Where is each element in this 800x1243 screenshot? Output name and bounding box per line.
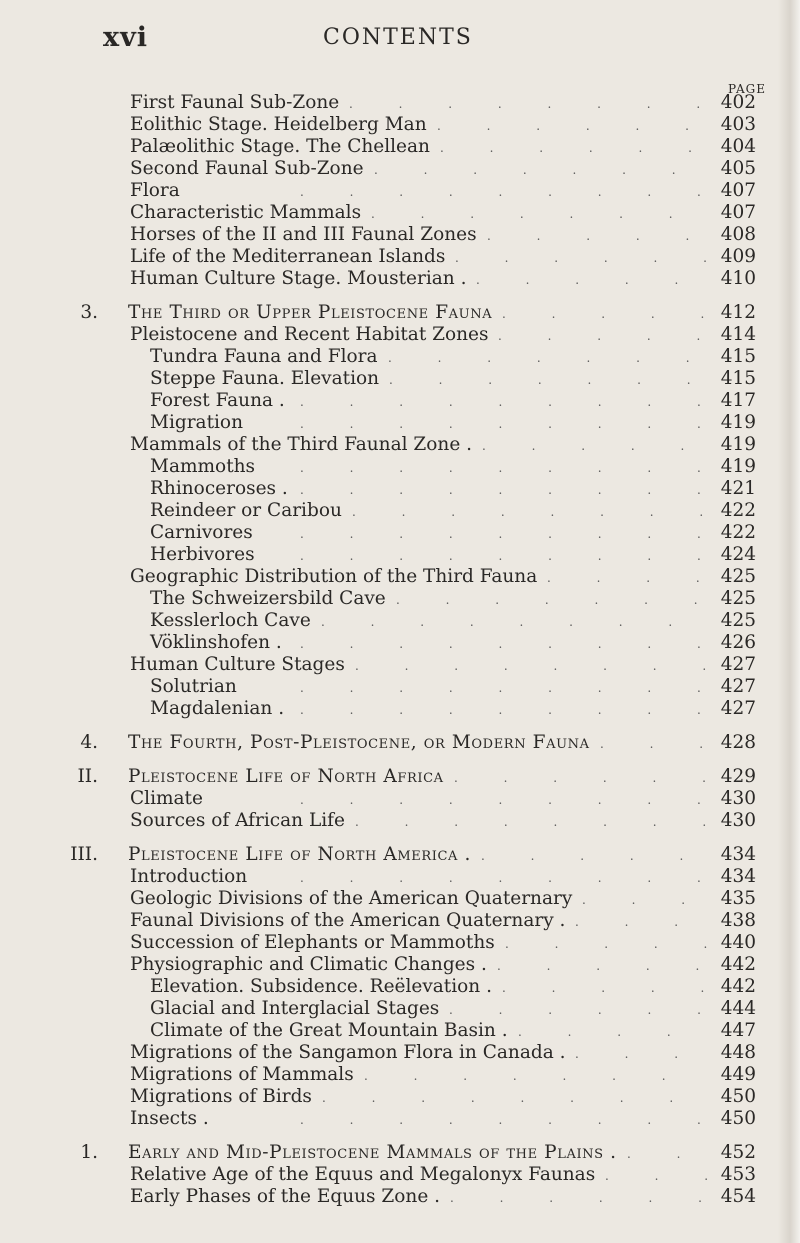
toc-entry-page: 405 [720, 158, 756, 179]
toc-entry [0, 910, 800, 932]
toc-entry-title: Introduction [130, 866, 248, 887]
toc-entry [0, 844, 800, 866]
section-gap [0, 832, 800, 844]
toc-entry-page: 407 [720, 202, 756, 223]
toc-entry-page: 404 [720, 136, 756, 157]
toc-entry-title: Migration [150, 412, 243, 433]
toc-entry-title: Reindeer or Caribou [150, 500, 342, 521]
toc-entry-title: Geologic Divisions of the American Quaternary [130, 888, 573, 909]
toc-entry [0, 732, 800, 754]
toc-entry [0, 180, 800, 202]
dot-leader [396, 588, 710, 611]
toc-entry-title: Early and Mid-Pleistocene Mammals of the Plains . [128, 1142, 617, 1163]
toc-entry [0, 500, 800, 522]
dot-leader [322, 1086, 710, 1109]
toc-entry-page: 417 [720, 390, 756, 411]
dot-leader [300, 676, 710, 699]
dot-leader [627, 1142, 710, 1165]
dot-leader [300, 698, 710, 721]
dot-leader [497, 954, 710, 977]
toc-entry [0, 202, 800, 224]
toc-entry [0, 1064, 800, 1086]
dot-leader [449, 998, 710, 1021]
toc-entry-page: 419 [720, 434, 756, 455]
page-header [0, 18, 800, 58]
page-title: CONTENTS [323, 25, 473, 50]
dot-leader [455, 246, 710, 269]
dot-leader [582, 888, 710, 911]
toc-entry-title: Characteristic Mammals [130, 202, 362, 223]
toc-entry-page: 403 [720, 114, 756, 135]
toc-entry [0, 434, 800, 456]
toc-entry [0, 566, 800, 588]
toc-entry-page: 415 [720, 368, 756, 389]
toc-entry [0, 92, 800, 114]
toc-entry-title: Flora [130, 180, 180, 201]
toc-entry-page: 430 [720, 810, 756, 831]
toc-entry-title: Rhinoceroses . [150, 478, 288, 499]
toc-entry-title: Human Culture Stage. Mousterian . [130, 268, 467, 289]
toc-entry-page: 453 [720, 1164, 756, 1185]
toc-entry [0, 268, 800, 290]
toc-entry-page: 449 [720, 1064, 756, 1085]
section-gap [0, 720, 800, 732]
dot-leader [355, 654, 710, 677]
toc-entry-page: 419 [720, 456, 756, 477]
toc-entry-title: Human Culture Stages [130, 654, 345, 675]
toc-entry-page: 428 [720, 732, 756, 753]
toc-entry-page: 425 [720, 566, 756, 587]
toc-entry-page: 415 [720, 346, 756, 367]
toc-entry [0, 136, 800, 158]
dot-leader [450, 1186, 710, 1209]
toc-entry [0, 954, 800, 976]
toc-entry-page: 425 [720, 610, 756, 631]
dot-leader [349, 92, 710, 115]
dot-leader [300, 522, 710, 545]
toc-entry-title: Climate [130, 788, 203, 809]
toc-entry-title: Second Faunal Sub-Zone [130, 158, 364, 179]
toc-entry-page: 452 [720, 1142, 756, 1163]
dot-leader [505, 932, 710, 955]
toc-entry-page: 409 [720, 246, 756, 267]
toc-entry-title: Migrations of Birds [130, 1086, 312, 1107]
toc-entry-title: Horses of the II and III Faunal Zones [130, 224, 477, 245]
dot-leader [389, 368, 710, 391]
dot-leader [300, 544, 710, 567]
toc-entry-page: 434 [720, 844, 756, 865]
toc-entry-page: 414 [720, 324, 756, 345]
toc-entry-page: 427 [720, 676, 756, 697]
toc-entry-title: Climate of the Great Mountain Basin . [150, 1020, 508, 1041]
toc-entry-title: Forest Fauna . [150, 390, 285, 411]
toc-entry [0, 766, 800, 788]
toc-entry-page: 430 [720, 788, 756, 809]
toc-entry-title: Geographic Distribution of the Third Fauna [130, 566, 538, 587]
dot-leader [300, 390, 710, 413]
toc-entry-title: Faunal Divisions of the American Quaternary . [130, 910, 566, 931]
dot-leader [547, 566, 710, 589]
toc-entry-title: Eolithic Stage. Heidelberg Man [130, 114, 427, 135]
toc-entry [0, 698, 800, 720]
dot-leader [476, 268, 710, 291]
toc-entry-page: 407 [720, 180, 756, 201]
dot-leader [575, 1042, 710, 1065]
toc-entry-title: The Fourth, Post-Pleistocene, or Modern Fauna [128, 732, 590, 753]
toc-entry-number: 4. [80, 732, 98, 753]
toc-entry [0, 788, 800, 810]
dot-leader [352, 500, 710, 523]
dot-leader [300, 788, 710, 811]
toc-entry-title: Migrations of Mammals [130, 1064, 354, 1085]
toc-entry [0, 1108, 800, 1130]
toc-entry-page: 454 [720, 1186, 756, 1207]
toc-entry [0, 544, 800, 566]
toc-entry [0, 224, 800, 246]
toc-entry-title: The Schweizersbild Cave [150, 588, 386, 609]
toc-entry-title: Magdalenian . [150, 698, 285, 719]
toc-entry [0, 346, 800, 368]
dot-leader [371, 202, 710, 225]
toc-entry [0, 810, 800, 832]
toc-entry-page: 412 [720, 302, 756, 323]
toc-entry-title: Insects . [130, 1108, 209, 1129]
page-number: xvi [103, 22, 149, 53]
toc-entry-page: 419 [720, 412, 756, 433]
toc-entry [0, 866, 800, 888]
dot-leader [454, 766, 710, 789]
toc-entry [0, 324, 800, 346]
toc-entry [0, 1086, 800, 1108]
toc-entry [0, 456, 800, 478]
toc-entry-page: 444 [720, 998, 756, 1019]
dot-leader [321, 610, 710, 633]
toc-entry-page: 435 [720, 888, 756, 909]
section-gap [0, 754, 800, 766]
toc-entry [0, 588, 800, 610]
dot-leader [502, 976, 710, 999]
toc-entry [0, 998, 800, 1020]
toc-entry [0, 522, 800, 544]
toc-entry-title: Early Phases of the Equus Zone . [130, 1186, 441, 1207]
dot-leader [600, 732, 710, 755]
section-gap [0, 1130, 800, 1142]
toc-entry [0, 676, 800, 698]
dot-leader [502, 302, 710, 325]
toc-entry [0, 610, 800, 632]
dot-leader [388, 346, 710, 369]
toc-entry-title: Kesslerloch Cave [150, 610, 311, 631]
toc-entry [0, 1186, 800, 1208]
toc-entry-title: Pleistocene Life of North America . [128, 844, 471, 865]
toc-entry [0, 114, 800, 136]
dot-leader [481, 844, 710, 867]
dot-leader [487, 224, 710, 247]
toc-entry-page: 434 [720, 866, 756, 887]
toc-entry [0, 302, 800, 324]
toc-entry-page: 429 [720, 766, 756, 787]
toc-entry-page: 427 [720, 654, 756, 675]
toc-entry-page: 426 [720, 632, 756, 653]
toc-entry-title: Relative Age of the Equus and Megalonyx Faunas [130, 1164, 596, 1185]
toc-entry [0, 158, 800, 180]
dot-leader [300, 412, 710, 435]
dot-leader [518, 1020, 710, 1043]
toc-entry [0, 246, 800, 268]
toc-entry [0, 1142, 800, 1164]
toc-entry-page: 427 [720, 698, 756, 719]
toc-entry [0, 888, 800, 910]
toc-entry-page: 408 [720, 224, 756, 245]
dot-leader [498, 324, 710, 347]
toc-entry-title: Mammals of the Third Faunal Zone . [130, 434, 473, 455]
toc-entry-number: 3. [80, 302, 98, 323]
toc-entry [0, 1164, 800, 1186]
toc-entry-number: 1. [80, 1142, 98, 1163]
dot-leader [300, 1108, 710, 1131]
toc-entry-number: II. [77, 766, 98, 787]
toc-entry [0, 932, 800, 954]
toc-entry [0, 368, 800, 390]
toc-entry-title: Palæolithic Stage. The Chellean [130, 136, 430, 157]
toc-entry-page: 410 [720, 268, 756, 289]
toc-entry-page: 438 [720, 910, 756, 931]
toc-entry [0, 390, 800, 412]
toc-entry [0, 632, 800, 654]
toc-entry-page: 424 [720, 544, 756, 565]
dot-leader [300, 866, 710, 889]
toc-entry-page: 450 [720, 1108, 756, 1129]
toc-entry-title: Migrations of the Sangamon Flora in Canada . [130, 1042, 566, 1063]
toc-entry-page: 442 [720, 976, 756, 997]
toc-entry-title: Pleistocene and Recent Habitat Zones [130, 324, 489, 345]
toc-entry [0, 654, 800, 676]
toc-entry-title: Vöklinshofen . [150, 632, 282, 653]
toc-entry-page: 442 [720, 954, 756, 975]
toc-entry-title: Glacial and Interglacial Stages [150, 998, 440, 1019]
toc-entry-number: III. [70, 844, 98, 865]
toc-entry-page: 421 [720, 478, 756, 499]
toc-entry-title: Succession of Elephants or Mammoths [130, 932, 495, 953]
toc-entry-title: Carnivores [150, 522, 253, 543]
toc-entry-page: 447 [720, 1020, 756, 1041]
toc-entry-page: 448 [720, 1042, 756, 1063]
section-gap [0, 290, 800, 302]
dot-leader [364, 1064, 710, 1087]
page-column-label: PAGE [728, 82, 766, 96]
toc-entry-title: Pleistocene Life of North Africa [128, 766, 444, 787]
toc-entry-page: 450 [720, 1086, 756, 1107]
toc-entry-title: Tundra Fauna and Flora [150, 346, 378, 367]
dot-leader [575, 910, 710, 933]
toc-entry [0, 1042, 800, 1064]
table-of-contents [0, 92, 800, 1208]
toc-entry-title: The Third or Upper Pleistocene Fauna [128, 302, 493, 323]
dot-leader [355, 810, 710, 833]
toc-entry-page: 402 [720, 92, 756, 113]
toc-entry-title: Steppe Fauna. Elevation [150, 368, 380, 389]
toc-entry-page: 422 [720, 522, 756, 543]
toc-entry [0, 412, 800, 434]
dot-leader [300, 456, 710, 479]
toc-entry-title: Herbivores [150, 544, 255, 565]
toc-entry-title: Physiographic and Climatic Changes . [130, 954, 487, 975]
toc-entry-page: 425 [720, 588, 756, 609]
dot-leader [300, 632, 710, 655]
dot-leader [605, 1164, 710, 1187]
toc-entry [0, 976, 800, 998]
toc-entry-page: 440 [720, 932, 756, 953]
toc-entry [0, 478, 800, 500]
toc-entry-title: Mammoths [150, 456, 256, 477]
toc-entry-title: Elevation. Subsidence. Reëlevation . [150, 976, 492, 997]
toc-entry-page: 422 [720, 500, 756, 521]
dot-leader [482, 434, 710, 457]
toc-entry-title: Life of the Mediterranean Islands [130, 246, 446, 267]
dot-leader [437, 114, 710, 137]
toc-entry [0, 1020, 800, 1042]
toc-entry-title: Solutrian [150, 676, 237, 697]
toc-entry-title: First Faunal Sub-Zone [130, 92, 340, 113]
dot-leader [300, 180, 710, 203]
dot-leader [374, 158, 710, 181]
dot-leader [300, 478, 710, 501]
dot-leader [440, 136, 710, 159]
toc-entry-title: Sources of African Life [130, 810, 345, 831]
